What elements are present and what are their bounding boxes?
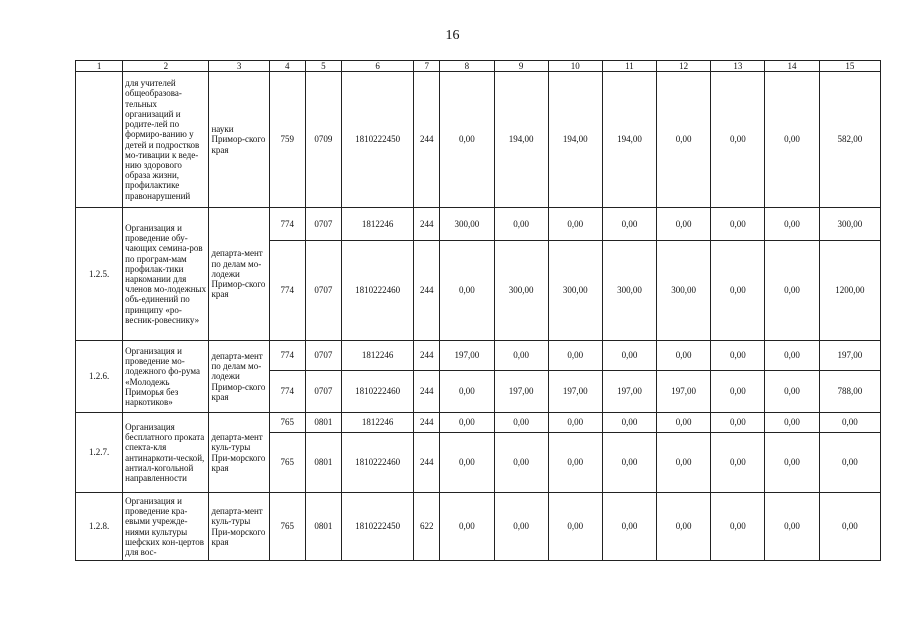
year-2017-cell: 300,00 (602, 241, 656, 341)
expense-type-cell: 244 (414, 72, 440, 208)
year-2014-cell: 0,00 (440, 72, 494, 208)
section-code-cell: 0801 (305, 413, 341, 433)
page-number: 16 (445, 28, 460, 43)
responsible-department: департа-мент куль-туры При-морского края (209, 413, 269, 493)
year-2020-cell: 0,00 (765, 413, 819, 433)
target-code-cell: 1812246 (341, 413, 413, 433)
year-2014-cell: 300,00 (440, 208, 494, 241)
expense-type-cell: 244 (414, 241, 440, 341)
year-2015-cell: 300,00 (494, 241, 548, 341)
header-cell: 8 (440, 61, 494, 72)
target-code-cell: 1810222460 (341, 371, 413, 413)
year-2014-cell: 0,00 (440, 241, 494, 341)
year-2017-cell: 0,00 (602, 208, 656, 241)
total-cell: 788,00 (819, 371, 880, 413)
year-2019-cell: 0,00 (711, 208, 765, 241)
year-2014-cell: 197,00 (440, 341, 494, 371)
item-code: 1.2.6. (76, 341, 123, 413)
year-2018-cell: 0,00 (657, 208, 711, 241)
year-2020-cell: 0,00 (765, 433, 819, 493)
year-2016-cell: 0,00 (548, 493, 602, 561)
year-2017-cell: 0,00 (602, 413, 656, 433)
item-code: 1.2.5. (76, 208, 123, 341)
target-code-cell: 1810222460 (341, 433, 413, 493)
item-code: 1.2.8. (76, 493, 123, 561)
responsible-department: департа-мент куль-туры При-морского края (209, 493, 269, 561)
header-cell: 4 (269, 61, 305, 72)
activity-name: Организация и проведение кра-евыми учрежде-ниями культуры шефских кон-цертов для вос- (123, 493, 209, 561)
year-2018-cell: 300,00 (657, 241, 711, 341)
header-cell: 13 (711, 61, 765, 72)
section-code-cell: 0801 (305, 433, 341, 493)
total-cell: 0,00 (819, 413, 880, 433)
total-cell: 0,00 (819, 493, 880, 561)
table-row (76, 493, 881, 561)
header-cell: 11 (602, 61, 656, 72)
year-2015-cell: 0,00 (494, 413, 548, 433)
year-2014-cell: 0,00 (440, 413, 494, 433)
year-2019-cell: 0,00 (711, 413, 765, 433)
year-2016-cell: 0,00 (548, 413, 602, 433)
year-2016-cell: 194,00 (548, 72, 602, 208)
year-2020-cell: 0,00 (765, 72, 819, 208)
activity-name: Организация и проведение обу-чающих семина-ров по програм-мам профилак-тики наркомании для членов мо-лодежных объ-единений по принципу «ро-весник-ровеснику» (123, 208, 209, 341)
item-code: 1.2.7. (76, 413, 123, 493)
year-2016-cell: 0,00 (548, 341, 602, 371)
section-code-cell: 0801 (305, 493, 341, 561)
year-2018-cell: 0,00 (657, 413, 711, 433)
header-cell: 15 (819, 61, 880, 72)
table-row (76, 208, 881, 241)
year-2015-cell: 0,00 (494, 493, 548, 561)
year-2016-cell: 197,00 (548, 371, 602, 413)
year-2019-cell: 0,00 (711, 72, 765, 208)
budget-table (75, 60, 881, 561)
responsible-department: департа-мент по делам мо-лодежи Примор-ского края (209, 208, 269, 341)
year-2017-cell: 194,00 (602, 72, 656, 208)
activity-name: Организация и проведение мо-лодежного фо-рума «Молодежь Приморья без наркотиков» (123, 341, 209, 413)
year-2018-cell: 197,00 (657, 371, 711, 413)
header-cell: 5 (305, 61, 341, 72)
year-2020-cell: 0,00 (765, 241, 819, 341)
year-2018-cell: 0,00 (657, 493, 711, 561)
year-2016-cell: 300,00 (548, 241, 602, 341)
year-2015-cell: 194,00 (494, 72, 548, 208)
year-2014-cell: 0,00 (440, 493, 494, 561)
activity-name: Организация бесплатного проката спекта-кля антинаркоти-ческой, антиал-когольной направленности (123, 413, 209, 493)
header-cell: 6 (341, 61, 413, 72)
expense-type-cell: 244 (414, 413, 440, 433)
target-code-cell: 1812246 (341, 341, 413, 371)
year-2019-cell: 0,00 (711, 241, 765, 341)
table-row (76, 341, 881, 371)
header-cell: 12 (657, 61, 711, 72)
year-2017-cell: 0,00 (602, 493, 656, 561)
header-cell: 7 (414, 61, 440, 72)
year-2020-cell: 0,00 (765, 493, 819, 561)
section-code-cell: 0707 (305, 241, 341, 341)
year-2018-cell: 0,00 (657, 433, 711, 493)
year-2014-cell: 0,00 (440, 371, 494, 413)
grbs-code-cell: 759 (269, 72, 305, 208)
total-cell: 300,00 (819, 208, 880, 241)
year-2015-cell: 197,00 (494, 371, 548, 413)
header-cell: 14 (765, 61, 819, 72)
grbs-code-cell: 774 (269, 241, 305, 341)
total-cell: 1200,00 (819, 241, 880, 341)
expense-type-cell: 244 (414, 208, 440, 241)
section-code-cell: 0707 (305, 208, 341, 241)
target-code-cell: 1810222450 (341, 72, 413, 208)
header-cell: 3 (209, 61, 269, 72)
table-row (76, 413, 881, 433)
year-2017-cell: 0,00 (602, 433, 656, 493)
total-cell: 582,00 (819, 72, 880, 208)
year-2019-cell: 0,00 (711, 371, 765, 413)
header-cell: 1 (76, 61, 123, 72)
target-code-cell: 1812246 (341, 208, 413, 241)
year-2016-cell: 0,00 (548, 433, 602, 493)
total-cell: 0,00 (819, 433, 880, 493)
year-2015-cell: 0,00 (494, 433, 548, 493)
year-2018-cell: 0,00 (657, 341, 711, 371)
responsible-department: департа-мент по делам мо-лодежи Примор-ского края (209, 341, 269, 413)
year-2019-cell: 0,00 (711, 493, 765, 561)
year-2020-cell: 0,00 (765, 341, 819, 371)
total-cell: 197,00 (819, 341, 880, 371)
year-2015-cell: 0,00 (494, 208, 548, 241)
header-cell: 2 (123, 61, 209, 72)
section-code-cell: 0707 (305, 341, 341, 371)
grbs-code-cell: 765 (269, 433, 305, 493)
responsible-department: науки Примор-ского края (209, 72, 269, 208)
year-2014-cell: 0,00 (440, 433, 494, 493)
grbs-code-cell: 765 (269, 413, 305, 433)
year-2015-cell: 0,00 (494, 341, 548, 371)
header-cell: 10 (548, 61, 602, 72)
expense-type-cell: 622 (414, 493, 440, 561)
grbs-code-cell: 774 (269, 371, 305, 413)
header-row (76, 61, 881, 72)
header-cell: 9 (494, 61, 548, 72)
year-2020-cell: 0,00 (765, 371, 819, 413)
grbs-code-cell: 765 (269, 493, 305, 561)
year-2019-cell: 0,00 (711, 433, 765, 493)
expense-type-cell: 244 (414, 433, 440, 493)
year-2018-cell: 0,00 (657, 72, 711, 208)
target-code-cell: 1810222450 (341, 493, 413, 561)
section-code-cell: 0707 (305, 371, 341, 413)
year-2020-cell: 0,00 (765, 208, 819, 241)
year-2017-cell: 197,00 (602, 371, 656, 413)
grbs-code-cell: 774 (269, 208, 305, 241)
year-2016-cell: 0,00 (548, 208, 602, 241)
target-code-cell: 1810222460 (341, 241, 413, 341)
table-row (76, 72, 881, 208)
activity-name: для учителей общеобразова-тельных организаций и родите-лей по формиро-ванию у детей и подростков мо-тивации к веде-нию здорового образа жизни, профилактике правонарушений (123, 72, 209, 208)
item-code (76, 72, 123, 208)
expense-type-cell: 244 (414, 371, 440, 413)
section-code-cell: 0709 (305, 72, 341, 208)
year-2017-cell: 0,00 (602, 341, 656, 371)
year-2019-cell: 0,00 (711, 341, 765, 371)
grbs-code-cell: 774 (269, 341, 305, 371)
expense-type-cell: 244 (414, 341, 440, 371)
